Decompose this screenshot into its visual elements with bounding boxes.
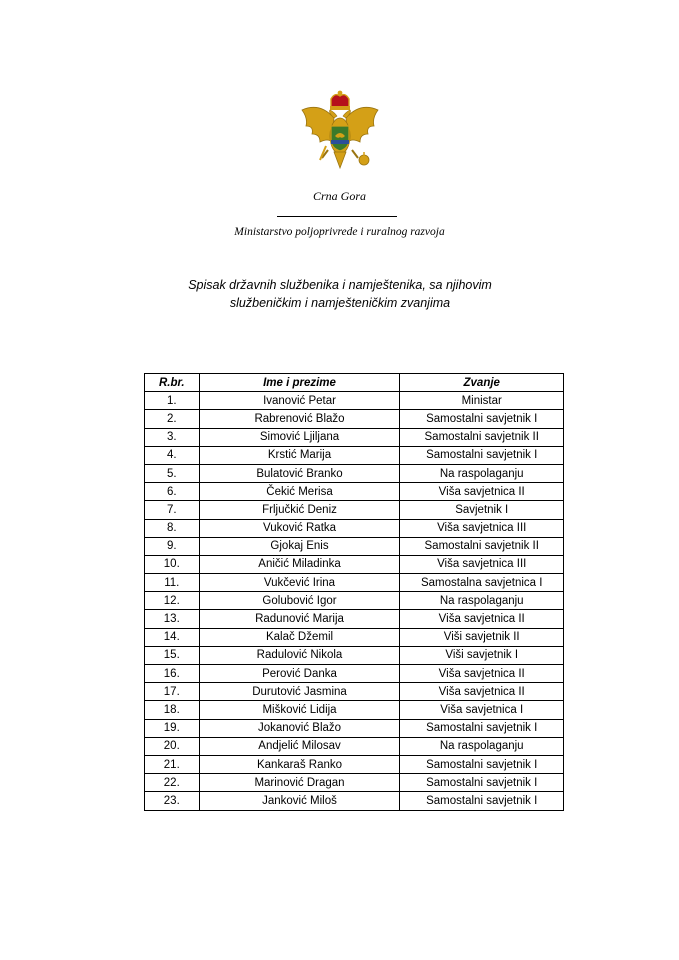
- table-row: [145, 665, 564, 683]
- row-number: 6.: [145, 483, 200, 501]
- row-number: 3.: [145, 428, 200, 446]
- table-row: [145, 701, 564, 719]
- table-row: [145, 464, 564, 482]
- employee-name: Janković Miloš: [199, 792, 400, 810]
- table-row: [145, 646, 564, 664]
- employee-name: Rabrenović Blažo: [199, 410, 400, 428]
- table-row: [145, 628, 564, 646]
- employee-title: Samostalni savjetnik II: [400, 428, 564, 446]
- employee-name: Jokanović Blažo: [199, 719, 400, 737]
- title-line-2: službeničkim i namješteničkim zvanjima: [229, 296, 451, 310]
- table-row: [145, 392, 564, 410]
- employee-title: Samostalni savjetnik I: [400, 719, 564, 737]
- row-number: 12.: [145, 592, 200, 610]
- row-number: 9.: [145, 537, 200, 555]
- employee-title: Viša savjetnica I: [400, 701, 564, 719]
- table-row: [145, 537, 564, 555]
- employee-name: Čekić Merisa: [199, 483, 400, 501]
- employee-name: Krstić Marija: [199, 446, 400, 464]
- employee-name: Durutović Jasmina: [199, 683, 400, 701]
- header-divider: [277, 216, 397, 217]
- employee-name: Perović Danka: [199, 665, 400, 683]
- table-row: [145, 446, 564, 464]
- employee-name: Marinović Dragan: [199, 774, 400, 792]
- employee-title: Samostalni savjetnik I: [400, 755, 564, 773]
- table-row: [145, 737, 564, 755]
- coat-of-arms-emblem: [298, 88, 382, 180]
- employee-title: Savjetnik I: [400, 501, 564, 519]
- col-header-number: R.br.: [145, 374, 200, 392]
- employee-name: Kankaraš Ranko: [199, 755, 400, 773]
- row-number: 22.: [145, 774, 200, 792]
- country-name: Crna Gora: [312, 189, 366, 203]
- table-row: [145, 428, 564, 446]
- table-row: [145, 683, 564, 701]
- employee-title: Na raspolaganju: [400, 464, 564, 482]
- row-number: 4.: [145, 446, 200, 464]
- row-number: 14.: [145, 628, 200, 646]
- table-row: [145, 592, 564, 610]
- col-header-title: Zvanje: [400, 374, 564, 392]
- employee-name: Bulatović Branko: [199, 464, 400, 482]
- employee-title: Viša savjetnica II: [400, 483, 564, 501]
- title-line-1: Spisak državnih službenika i namještenika, sa njihovim: [188, 278, 492, 292]
- table-row: [145, 410, 564, 428]
- row-number: 15.: [145, 646, 200, 664]
- employee-title: Na raspolaganju: [400, 592, 564, 610]
- employee-title: Samostalni savjetnik I: [400, 774, 564, 792]
- row-number: 11.: [145, 574, 200, 592]
- employee-name: Radulović Nikola: [199, 646, 400, 664]
- employee-title: Na raspolaganju: [400, 737, 564, 755]
- row-number: 13.: [145, 610, 200, 628]
- employee-title: Viša savjetnica III: [400, 555, 564, 573]
- employee-name: Ivanović Petar: [199, 392, 400, 410]
- document-title: [140, 276, 540, 312]
- row-number: 23.: [145, 792, 200, 810]
- table-row: [145, 610, 564, 628]
- employee-name: Andjelić Milosav: [199, 737, 400, 755]
- row-number: 5.: [145, 464, 200, 482]
- employee-title: Samostalni savjetnik I: [400, 792, 564, 810]
- employee-title: Viša savjetnica II: [400, 610, 564, 628]
- table-header-row: [145, 374, 564, 392]
- ministry-name: Ministarstvo poljoprivrede i ruralnog razvoja: [234, 226, 445, 238]
- staff-table: [144, 373, 564, 811]
- employee-title: Samostalna savjetnica I: [400, 574, 564, 592]
- table-row: [145, 792, 564, 810]
- row-number: 16.: [145, 665, 200, 683]
- employee-title: Viša savjetnica II: [400, 683, 564, 701]
- employee-title: Viša savjetnica II: [400, 665, 564, 683]
- table-row: [145, 519, 564, 537]
- table-row: [145, 774, 564, 792]
- employee-title: Viša savjetnica III: [400, 519, 564, 537]
- row-number: 10.: [145, 555, 200, 573]
- employee-name: Kalač Džemil: [199, 628, 400, 646]
- row-number: 7.: [145, 501, 200, 519]
- row-number: 2.: [145, 410, 200, 428]
- employee-title: Viši savjetnik II: [400, 628, 564, 646]
- row-number: 17.: [145, 683, 200, 701]
- row-number: 1.: [145, 392, 200, 410]
- table-row: [145, 719, 564, 737]
- col-header-name: Ime i prezime: [199, 374, 400, 392]
- employee-name: Simović Ljiljana: [199, 428, 400, 446]
- employee-title: Viši savjetnik I: [400, 646, 564, 664]
- employee-name: Mišković Lidija: [199, 701, 400, 719]
- employee-title: Ministar: [400, 392, 564, 410]
- employee-name: Vuković Ratka: [199, 519, 400, 537]
- row-number: 20.: [145, 737, 200, 755]
- employee-name: Radunović Marija: [199, 610, 400, 628]
- row-number: 18.: [145, 701, 200, 719]
- table-row: [145, 555, 564, 573]
- table-row: [145, 501, 564, 519]
- table-row: [145, 574, 564, 592]
- table-row: [145, 755, 564, 773]
- row-number: 8.: [145, 519, 200, 537]
- employee-title: Samostalni savjetnik I: [400, 410, 564, 428]
- employee-name: Golubović Igor: [199, 592, 400, 610]
- employee-title: Samostalni savjetnik II: [400, 537, 564, 555]
- employee-name: Frljučkić Deniz: [199, 501, 400, 519]
- employee-name: Gjokaj Enis: [199, 537, 400, 555]
- row-number: 19.: [145, 719, 200, 737]
- table-row: [145, 483, 564, 501]
- employee-title: Samostalni savjetnik I: [400, 446, 564, 464]
- row-number: 21.: [145, 755, 200, 773]
- employee-name: Vukčević Irina: [199, 574, 400, 592]
- employee-name: Aničić Miladinka: [199, 555, 400, 573]
